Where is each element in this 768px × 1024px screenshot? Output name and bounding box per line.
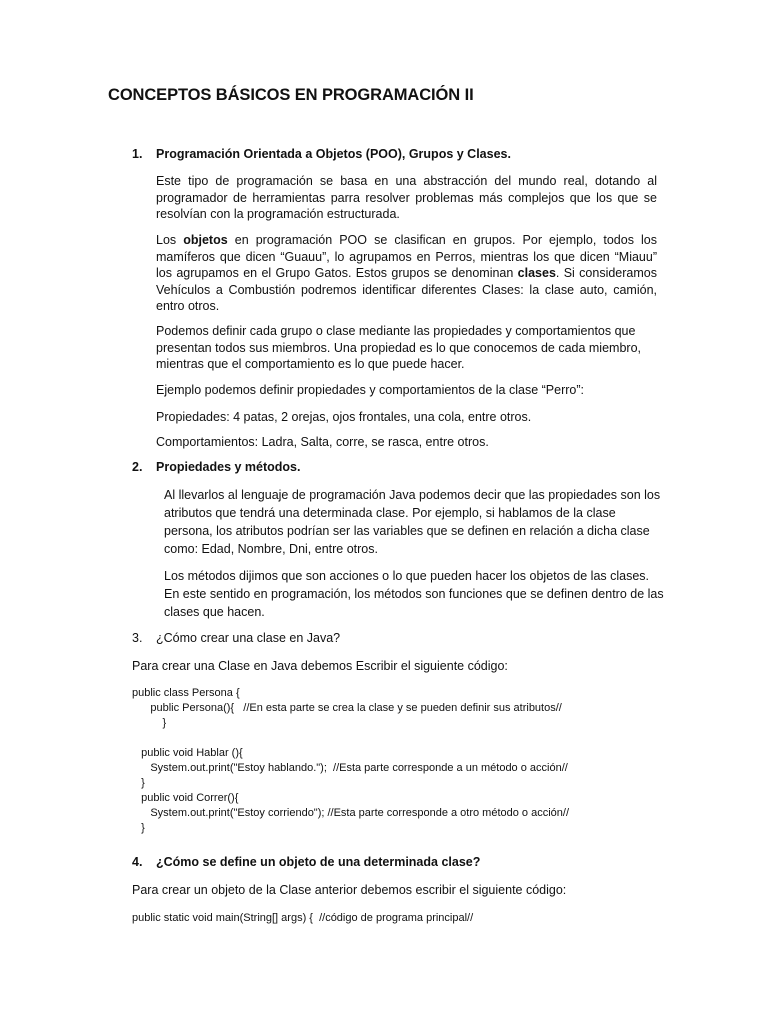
section-1-number: 1.: [132, 147, 143, 161]
section-4-number: 4.: [132, 855, 143, 869]
section-1-paragraph-6: Comportamientos: Ladra, Salta, corre, se rasca, entre otros.: [156, 435, 489, 449]
section-4-intro: Para crear un objeto de la Clase anterior debemos escribir el siguiente código:: [132, 883, 567, 897]
code-block-persona-class: public class Persona { public Persona(){ //En esta parte se crea la clase y se pueden definir sus atributos// } public void Hablar (){ System.out.print("Estoy hablando."); //Esta parte corresponde a un método o acción// } public void Correr(){ System.out.print("Estoy corriendo"); //Esta parte corresponde a otro método o acción// }: [132, 687, 570, 834]
section-1-paragraph-2-part-e: . Si consideramos Vehículos a Combustión podremos identificar diferentes Clases: la clase auto, camión, entro otros.: [156, 266, 657, 313]
section-1-heading: [132, 147, 511, 161]
section-1-title: Programación Orientada a Objetos (POO), Grupos y Clases.: [156, 147, 511, 161]
section-1-paragraph-2-part-c: en programación POO se clasifican en grupos. Por ejemplo, todos los mamíferos que dicen “Guauu”, lo agrupamos en Perros, mientras los que dicen “Miauu” los agrupamos en el Grupo Gatos. Estos grupos se denominan: [156, 233, 657, 280]
section-1-paragraph-1: Este tipo de programación se basa en una abstracción del mundo real, dotando al programador de herramientas parra resolver problemas más complejos que los que se resolvían con la programación estructurada.: [156, 174, 657, 221]
section-4-title: ¿Cómo se define un objeto de una determinada clase?: [156, 855, 481, 869]
code-block-main-method: public static void main(String[] args) { //código de programa principal//: [132, 912, 474, 924]
section-1-paragraph-2-part-a: Los: [156, 233, 184, 247]
section-1-paragraph-2: [156, 232, 657, 315]
section-1-paragraph-5: Propiedades: 4 patas, 2 orejas, ojos frontales, una cola, entre otros.: [156, 410, 532, 424]
section-3-title: ¿Cómo crear una clase en Java?: [156, 631, 341, 645]
term-clases: clases: [517, 266, 556, 280]
section-2-paragraph-2: Los métodos dijimos que son acciones o lo que pueden hacer los objetos de las clases. En este sentido en programación, los métodos son funciones que se definen dentro de las clases que hacen.: [164, 569, 664, 619]
section-4-heading: [132, 855, 480, 869]
section-3-number: 3.: [132, 631, 143, 645]
document-title: CONCEPTOS BÁSICOS EN PROGRAMACIÓN II: [108, 86, 474, 104]
section-2-paragraph-1: Al llevarlos al lenguaje de programación Java podemos decir que las propiedades son los atributos que tendrá una determinada clase. Por ejemplo, si hablamos de la clase persona, los atributos podrían ser las variables que se definen en relación a dicha clase como: Edad, Nombre, Dni, entre otros.: [164, 488, 661, 556]
section-3-intro: Para crear una Clase en Java debemos Escribir el siguiente código:: [132, 659, 508, 673]
section-1-paragraph-4: Ejemplo podemos definir propiedades y comportamientos de la clase “Perro”:: [156, 383, 584, 397]
section-2-heading: [132, 460, 300, 474]
section-2-title: Propiedades y métodos.: [156, 460, 301, 474]
section-3-heading: [132, 631, 340, 645]
term-objetos: objetos: [183, 233, 228, 247]
section-2-number: 2.: [132, 460, 143, 474]
section-1-paragraph-3: Podemos definir cada grupo o clase mediante las propiedades y comportamientos que presentan todos sus miembros. Una propiedad es lo que conocemos de cada miembro, mientras que el comportamiento es lo que puede hacer.: [156, 324, 641, 371]
